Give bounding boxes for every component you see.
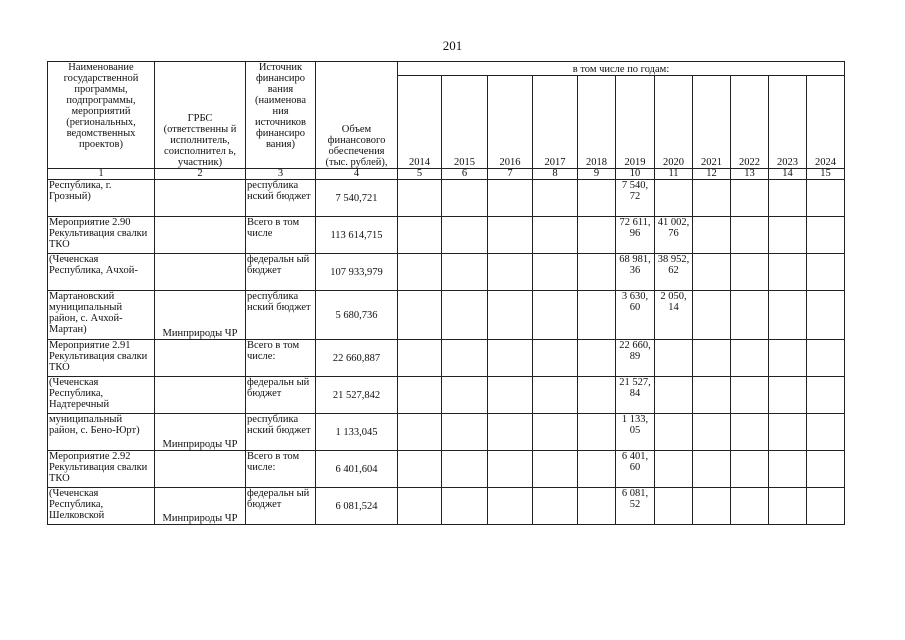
column-index: 14: [769, 169, 807, 180]
source-cell: республика нский бюджет: [246, 414, 316, 451]
column-index: 10: [616, 169, 655, 180]
header-year: 2017: [533, 76, 578, 169]
year-2020-cell: [655, 180, 693, 217]
grbs-cell: [155, 377, 246, 414]
table-row: [48, 377, 845, 414]
table-row: [48, 217, 845, 254]
table-row: [48, 180, 845, 217]
year-2020-cell: [655, 451, 693, 488]
column-index: 5: [398, 169, 442, 180]
column-index: 1: [48, 169, 155, 180]
table-row: [48, 291, 845, 340]
measure-name: муниципальный район, с. Бено-Юрт): [48, 414, 155, 451]
measure-name: (Чеченская Республика, Шелковской: [48, 488, 155, 525]
header-years-group: в том числе по годам:: [398, 62, 845, 76]
header-funding-volume: Объем финансового обеспечения (тыс. рублей),: [316, 62, 398, 169]
year-2019-cell: 21 527, 84: [616, 377, 655, 414]
column-index: 4: [316, 169, 398, 180]
total-cell: 6 401,604: [316, 451, 398, 488]
measure-name: (Чеченская Республика, Ачхой-: [48, 254, 155, 291]
year-2020-cell: 41 002, 76: [655, 217, 693, 254]
year-2019-cell: 6 401, 60: [616, 451, 655, 488]
total-cell: 6 081,524: [316, 488, 398, 525]
grbs-cell: [155, 340, 246, 377]
grbs-cell: [155, 254, 246, 291]
column-index: 7: [488, 169, 533, 180]
measure-name: Мартановский муниципальный район, с. Ачхой-Мартан): [48, 291, 155, 340]
measure-name: Республика, г. Грозный): [48, 180, 155, 217]
header-funding-source: Источник финансиро вания (наименова ния источников финансиро вания): [246, 62, 316, 169]
source-cell: республика нский бюджет: [246, 291, 316, 340]
header-year: 2022: [731, 76, 769, 169]
total-cell: 5 680,736: [316, 291, 398, 340]
header-year: 2024: [807, 76, 845, 169]
source-cell: Всего в том числе:: [246, 451, 316, 488]
source-cell: Всего в том числе:: [246, 340, 316, 377]
measure-name: Мероприятие 2.92 Рекультивация свалки ТКО: [48, 451, 155, 488]
column-index: 15: [807, 169, 845, 180]
year-2020-cell: 38 952, 62: [655, 254, 693, 291]
header-year: 2023: [769, 76, 807, 169]
grbs-cell: Минприроды ЧР: [155, 291, 246, 340]
table-row: [48, 254, 845, 291]
year-2019-cell: 22 660, 89: [616, 340, 655, 377]
year-2019-cell: 1 133, 05: [616, 414, 655, 451]
source-cell: федеральн ый бюджет: [246, 377, 316, 414]
header-year: 2019: [616, 76, 655, 169]
header-year: 2014: [398, 76, 442, 169]
measure-name: Мероприятие 2.90 Рекультивация свалки ТКО: [48, 217, 155, 254]
year-2020-cell: [655, 340, 693, 377]
header-year: 2021: [693, 76, 731, 169]
year-2020-cell: [655, 488, 693, 525]
year-2020-cell: [655, 377, 693, 414]
total-cell: 7 540,721: [316, 180, 398, 217]
table-row: [48, 488, 845, 525]
column-index: 13: [731, 169, 769, 180]
total-cell: 21 527,842: [316, 377, 398, 414]
column-index: 6: [442, 169, 488, 180]
year-2019-cell: 68 981, 36: [616, 254, 655, 291]
source-cell: федеральн ый бюджет: [246, 488, 316, 525]
table-row: [48, 414, 845, 451]
column-index: 3: [246, 169, 316, 180]
table-row: [48, 340, 845, 377]
header-year: 2016: [488, 76, 533, 169]
column-index-row: [48, 169, 845, 180]
source-cell: республика нский бюджет: [246, 180, 316, 217]
year-2020-cell: 2 050, 14: [655, 291, 693, 340]
header-program-name: Наименование государственной программы, подпрограммы, мероприятий (региональных, ведомственных проектов): [48, 62, 155, 169]
year-2019-cell: 7 540, 72: [616, 180, 655, 217]
financing-table: [47, 61, 845, 525]
column-index: 2: [155, 169, 246, 180]
page-number: 201: [442, 38, 463, 53]
column-index: 12: [693, 169, 731, 180]
table-row: [48, 451, 845, 488]
column-index: 11: [655, 169, 693, 180]
column-index: 9: [578, 169, 616, 180]
source-cell: федеральн ый бюджет: [246, 254, 316, 291]
grbs-cell: [155, 180, 246, 217]
header-year: 2015: [442, 76, 488, 169]
measure-name: Мероприятие 2.91 Рекультивация свалки ТКО: [48, 340, 155, 377]
total-cell: 113 614,715: [316, 217, 398, 254]
header-year: 2020: [655, 76, 693, 169]
total-cell: 1 133,045: [316, 414, 398, 451]
grbs-cell: [155, 217, 246, 254]
year-2019-cell: 6 081, 52: [616, 488, 655, 525]
total-cell: 22 660,887: [316, 340, 398, 377]
source-cell: Всего в том числе: [246, 217, 316, 254]
year-2019-cell: 72 611, 96: [616, 217, 655, 254]
measure-name: (Чеченская Республика, Надтеречный: [48, 377, 155, 414]
header-year: 2018: [578, 76, 616, 169]
grbs-cell: [155, 451, 246, 488]
year-2019-cell: 3 630, 60: [616, 291, 655, 340]
grbs-cell: Минприроды ЧР: [155, 414, 246, 451]
year-2020-cell: [655, 414, 693, 451]
header-grbs: ГРБС (ответственны й исполнитель, соисполнител ь, участник): [155, 62, 246, 169]
grbs-cell: Минприроды ЧР: [155, 488, 246, 525]
column-index: 8: [533, 169, 578, 180]
total-cell: 107 933,979: [316, 254, 398, 291]
